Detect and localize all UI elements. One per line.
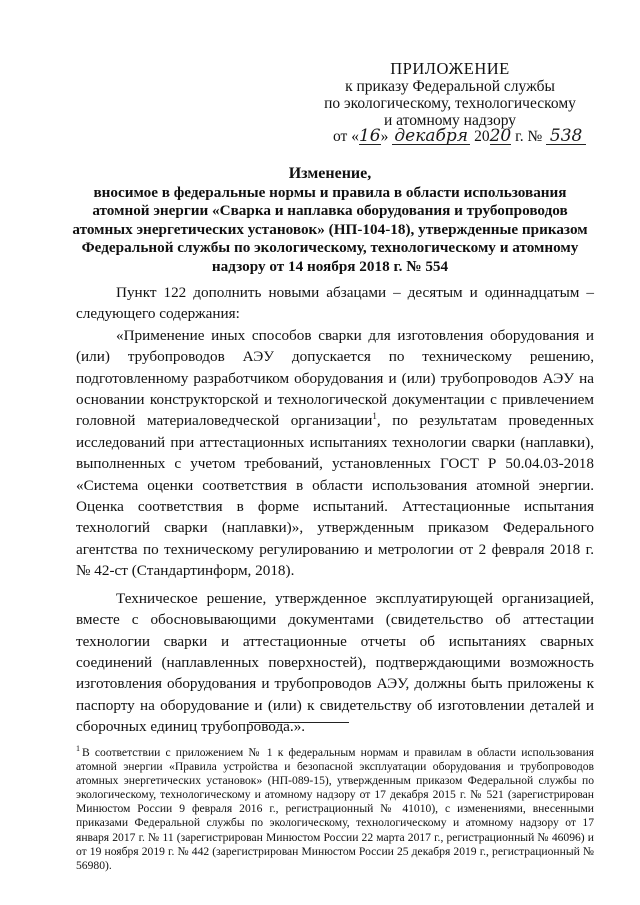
footnote-separator — [249, 722, 349, 723]
appendix-line-2: по экологическому, технологическому — [324, 95, 576, 112]
appendix-line-3: и атомному надзору — [384, 112, 516, 129]
document-body — [76, 282, 594, 738]
footnote-reference[interactable]: 1 — [372, 411, 377, 422]
order-number-handwritten: 538 — [546, 128, 586, 145]
appendix-title: ПРИЛОЖЕНИЕ — [390, 59, 510, 78]
title-line-2: атомной энергии «Сварка и наплавка оборудования и трубопроводов — [92, 202, 568, 219]
order-year-handwritten: 20 — [489, 126, 512, 146]
order-prefix: от « — [333, 128, 359, 145]
paragraph-quote-1-part-2: , по результатам проведенных исследований при аттестационных испытаниях технологии сварки (наплавки), выполненных с учетом требований, установленных ГОСТ Р 50.04.03-2018 «Система оценки соответствия в области использования атомной энергии. Оценка соответствия в форме испытаний. Аттестационные испытания технологий сварки (наплавки)», утвержденным приказом Федерального агентства по техническому регулированию и метрологии от 2 февраля 2018 г. № 42-ст (Стандартинформ, 2018). — [76, 412, 594, 580]
document-title — [60, 165, 600, 276]
paragraph-quote-2: Техническое решение, утвержденное эксплуатирующей организацией, вместе с обосновывающими документами (свидетельство об аттестации технологии сварки и аттестационные отчеты об испытаниях сварных соединений (наплавленных поверхностей), подтверждающими возможность изготовления оборудования и трубопроводов АЭУ, должны быть приложены к паспорту на оборудование и (или) к свидетельству об изготовлении деталей и сборочных единиц трубопровода.». — [76, 589, 594, 736]
paragraph-quote-1 — [76, 325, 594, 582]
title-line-1: вносимое в федеральные нормы и правила в области использования — [93, 183, 567, 201]
title-line-5: надзору от 14 ноября 2018 г. № 554 — [211, 257, 449, 275]
order-year-suffix: г. № — [515, 128, 543, 145]
title-line-4: Федеральной службы по экологическому, технологическому и атомному — [81, 239, 579, 256]
footnote-mark: 1 — [76, 744, 80, 754]
appendix-header — [300, 60, 600, 129]
order-mid: » — [380, 128, 389, 145]
footnote-text: В соответствии с приложением № 1 к федеральным нормам и правилам в области использования атомной энергии «Правила устройства и безопасной эксплуатации оборудования и трубопроводов атомных энергетических установок» (НП-089-15), утвержденным приказом Федеральной службы по экологическому, технологическому и атомному надзору от 17 декабря 2015 г. № 521 (зарегистрирован Минюстом России 9 февраля 2016 г., регистрационный № 41010), с изменениями, внесенными приказами Федеральной службы по экологическому, технологическому и атомному надзору от 17 января 2017 г. № 11 (зарегистрирован Минюстом России 22 марта 2017 г., регистрационный № 46096) и от 19 ноября 2019 г. № 442 (зарегистрирован Минюстом России 25 декабря 2019 г., регистрационный № 56980). — [76, 746, 594, 872]
order-year-prefix: 20 — [474, 128, 490, 145]
order-date-number — [333, 128, 623, 150]
order-month-handwritten: декабря — [392, 128, 470, 145]
appendix-line-1: к приказу Федеральной службы — [345, 78, 555, 95]
title-line-3: атомных энергетических установок» (НП-104-18), утвержденные приказом — [72, 220, 588, 238]
paragraph-quote-1-part-1: «Применение иных способов сварки для изготовления оборудования и (или) трубопроводов АЭУ допускается по техническому решению, подготовленному разработчиком оборудования и (или) трубопроводов АЭУ на основании конструкторской и технологической документации с привлечением головной материаловедческой организации — [76, 326, 594, 430]
order-day-handwritten: 16 — [358, 126, 381, 146]
title-main: Изменение, — [288, 165, 372, 182]
paragraph-intro: Пункт 122 дополнить новыми абзацами – десятым и одиннадцатым – следующего содержания: — [76, 284, 594, 323]
footnote — [76, 746, 594, 873]
